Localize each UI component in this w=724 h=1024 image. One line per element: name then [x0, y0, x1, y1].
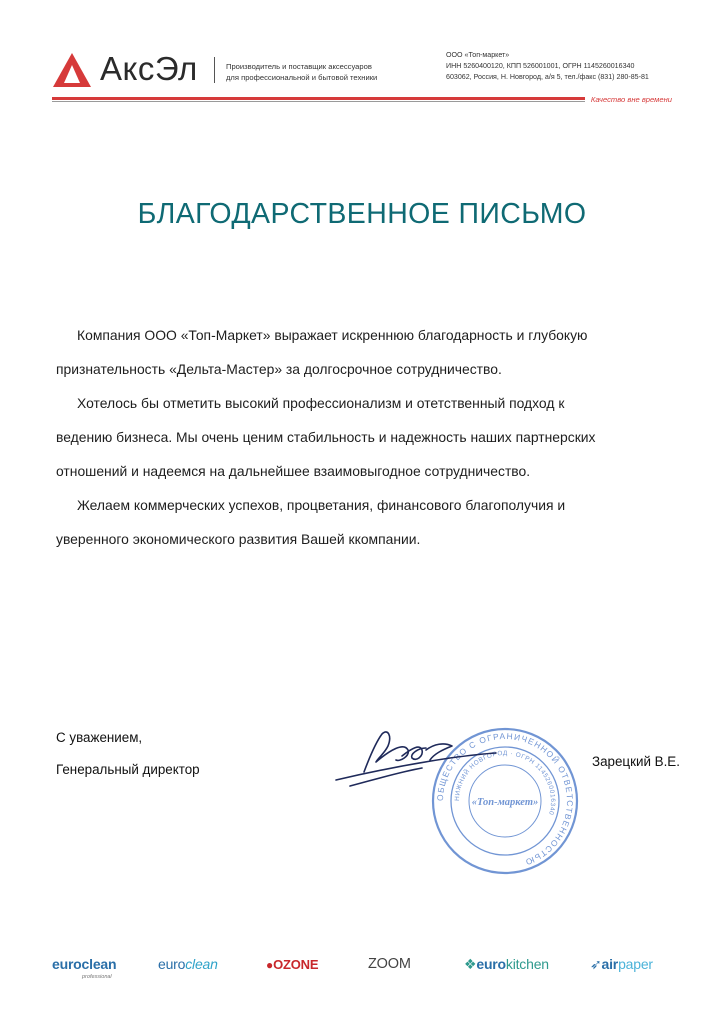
brand-tagline [226, 61, 377, 83]
letter-title: БЛАГОДАРСТВЕННОЕ ПИСЬМО [137, 198, 587, 230]
body-line: Компания ООО «Топ-Маркет» выражает искреннюю благодарность и глубокую [77, 327, 588, 343]
company-motto: Качество вне времени [585, 95, 672, 104]
body-line: уверенного экономического развития Вашей ккомпании. [56, 531, 421, 547]
brand-label-part: kitchen [505, 956, 549, 972]
company-info [446, 50, 649, 83]
stamp-inner-text: НИЖНИЙ НОВГОРОД · ОГРН 1145260016340 [453, 749, 557, 816]
brand-euroclean [158, 956, 218, 972]
body-line: Хотелось бы отметить высокий профессионализм и отетственный подход к [77, 395, 565, 411]
brand-label: ZOOM [368, 956, 411, 972]
header-divider-red [52, 97, 672, 100]
tagline-line: Производитель и поставщик аксессуаров [226, 62, 372, 71]
brand-label-part: clean [185, 956, 218, 972]
company-ids: ИНН 5260400120, КПП 526001001, ОГРН 1145260016340 [446, 62, 635, 70]
brand-sub-label: professional [82, 974, 112, 980]
footer-brands [0, 952, 724, 992]
brand-label-part: paper [618, 956, 653, 972]
brand-euroclean-professional [52, 956, 116, 972]
eurokitchen-leaf-icon: ❖ [464, 956, 477, 972]
brand-label: OZONE [273, 957, 319, 972]
ozone-icon: ● [266, 958, 274, 972]
brand-airpaper [590, 956, 653, 973]
brand-eurokitchen [464, 956, 549, 973]
company-name: ООО «Топ-маркет» [446, 51, 510, 59]
body-line: отношений и надеемся на дальнейшее взаимовыгодное сотрудничество. [56, 463, 531, 479]
brand-label-part: euro [476, 956, 506, 972]
signature-mark [330, 720, 500, 792]
tagline-line: для профессиональной и бытовой техники [226, 73, 378, 82]
closing-regards: С уважением, [56, 730, 143, 745]
stamp-outer-text: ОБЩЕСТВО С ОГРАНИЧЕННОЙ ОТВЕТСТВЕННОСТЬЮ [434, 730, 576, 868]
brand-zoom [368, 956, 411, 972]
brand-label-part: euro [158, 956, 186, 972]
body-line: признательность «Дельта-Мастер» за долгосрочное сотрудничество. [56, 361, 502, 377]
brand-ozone [266, 957, 318, 972]
stamp-center-text: «Топ-маркет» [471, 797, 539, 808]
brand-label-part: air [601, 956, 619, 972]
brand-label: euroclean [52, 956, 117, 972]
paragraph-3 [56, 488, 676, 556]
paragraph-2 [56, 386, 676, 488]
airpaper-wing-icon: ➶ [590, 956, 602, 972]
brand-name: АксЭл [100, 50, 198, 87]
brand-divider [214, 57, 215, 83]
company-address: 603062, Россия, Н. Новгород, а/я 5, тел./факс (831) 280-85-81 [446, 73, 649, 81]
company-logo-icon [52, 52, 92, 88]
signer-name: Зарецкий В.Е. [592, 754, 680, 769]
body-line: Желаем коммерческих успехов, процветания, финансового благополучия и [77, 497, 566, 513]
closing-block [56, 722, 200, 786]
closing-position: Генеральный директор [56, 762, 200, 777]
letter-body [56, 318, 676, 556]
header-divider-gray [52, 101, 672, 102]
paragraph-1 [56, 318, 676, 386]
body-line: ведению бизнеса. Мы очень ценим стабильность и надежность наших партнерских [56, 429, 596, 445]
